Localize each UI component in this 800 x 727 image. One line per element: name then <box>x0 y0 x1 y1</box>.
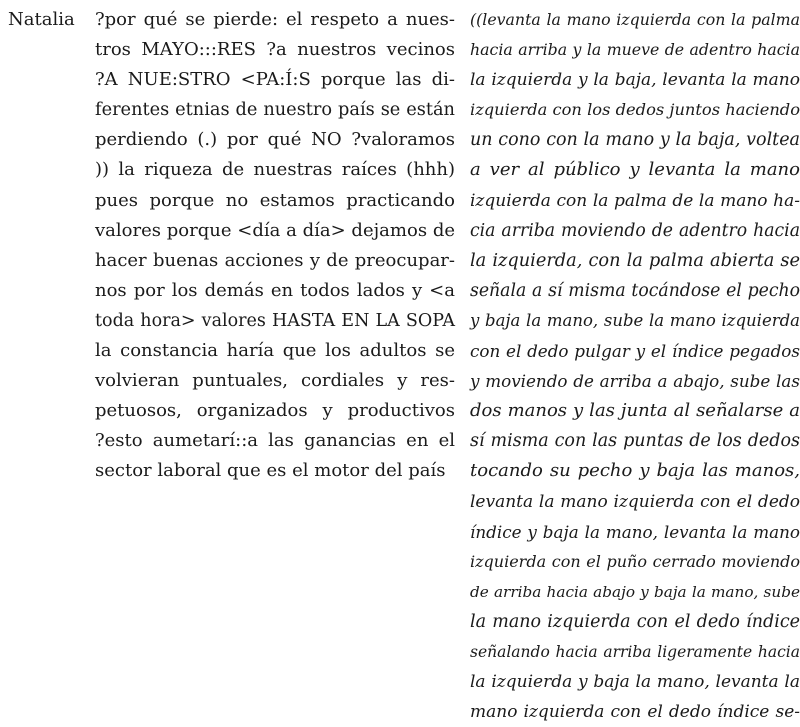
gesture-description <box>470 5 800 727</box>
gesture-line: izquierda con la palma de la mano ha- <box>470 190 800 211</box>
speech-line: nos por los demás en todos lados y <a <box>95 279 455 301</box>
speech-line: tros MAYO:::RES ?a nuestros vecinos <box>95 39 455 61</box>
gesture-line: la izquierda y la baja, levanta la mano <box>470 70 800 91</box>
speech-line: )) la riqueza de nuestras raíces (hhh) <box>95 159 455 181</box>
speech-line: valores porque <día a día> dejamos de <box>95 219 455 241</box>
gesture-line: izquierda con los dedos juntos haciendo <box>470 100 800 120</box>
gesture-line: la izquierda, con la palma abierta se <box>470 250 800 271</box>
gesture-line: y moviendo de arriba a abajo, sube las <box>470 371 800 392</box>
speech-line: pues porque no estamos practicando <box>95 189 455 211</box>
gesture-line: señalando hacia arriba ligeramente hacia <box>470 642 800 661</box>
speaker-name: Natalia <box>8 9 75 30</box>
gesture-line: de arriba hacia abajo y baja la mano, sube <box>470 582 800 601</box>
speech-line: sector laboral que es el motor del país <box>95 460 446 482</box>
gesture-line: sí misma con las puntas de los dedos <box>470 431 800 452</box>
speech-line: hacer buenas acciones y de preocupar- <box>95 249 455 271</box>
gesture-line: índice y baja la mano, levanta la mano <box>470 521 800 542</box>
speech-line: ferentes etnias de nuestro país se están <box>95 100 455 121</box>
speech-transcript <box>95 5 455 487</box>
gesture-line: hacia arriba y la mueve de adentro hacia <box>470 40 800 60</box>
speech-line: ?A NUE:STRO <PA:Í:S porque las di- <box>95 69 455 91</box>
gesture-line: un cono con la mano y la baja, voltea <box>470 130 800 151</box>
gesture-line: y baja la mano, sube la mano izquierda <box>470 310 800 330</box>
speech-line: toda hora> valores HASTA EN LA SOPA <box>95 310 455 331</box>
speech-line: volvieran puntuales, cordiales y res- <box>95 370 455 392</box>
gesture-line: levanta la mano izquierda con el dedo <box>470 491 800 512</box>
gesture-line: con el dedo pulgar y el índice pegados <box>470 341 800 362</box>
speech-line: ?esto aumetarí::a las ganancias en el <box>95 430 455 452</box>
speech-line: petuosos, organizados y productivos <box>95 400 455 422</box>
gesture-line: mano izquierda con el dedo índice se- <box>470 702 800 723</box>
gesture-line: tocando su pecho y baja las manos, <box>470 460 800 482</box>
speech-line: ?por qué se pierde: el respeto a nues- <box>95 9 455 30</box>
gesture-line: cia arriba moviendo de adentro hacia <box>470 220 800 241</box>
speech-line: perdiendo (.) por qué NO ?valoramos <box>95 129 455 151</box>
gesture-line: ((levanta la mano izquierda con la palma <box>470 10 800 29</box>
gesture-line: la mano izquierda con el dedo índice <box>470 611 800 632</box>
gesture-line: izquierda con el puño cerrado moviendo <box>470 551 800 571</box>
speech-line: la constancia haría que los adultos se <box>95 340 455 362</box>
gesture-line: señala a sí misma tocándose el pecho <box>470 280 800 301</box>
gesture-line: a ver al público y levanta la mano <box>470 159 800 181</box>
gesture-line: dos manos y las junta al señalarse a <box>470 400 800 422</box>
gesture-line: la izquierda y baja la mano, levanta la <box>470 672 800 693</box>
